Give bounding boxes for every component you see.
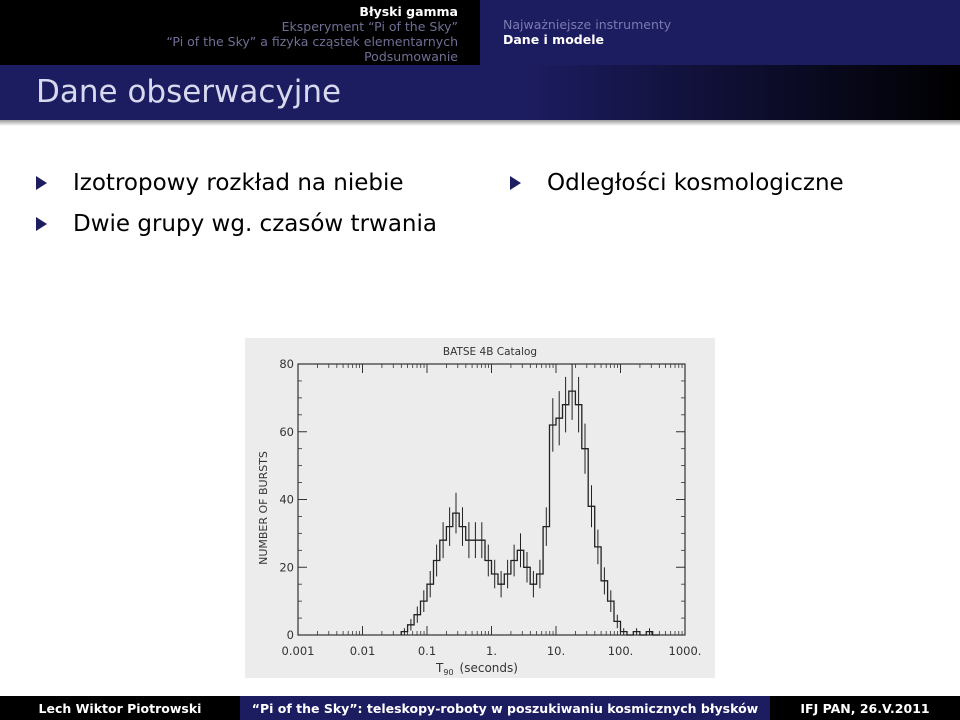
bullet-text: Odległości kosmologiczne — [547, 170, 844, 196]
y-tick-label: 40 — [279, 492, 294, 507]
bullet-text: Dwie grupy wg. czasów trwania — [73, 211, 437, 237]
plot-frame — [298, 364, 685, 635]
triangle-bullet-icon — [510, 176, 521, 190]
chart-title: BATSE 4B Catalog — [442, 346, 538, 358]
nav-section-experiment[interactable]: Eksperyment “Pi of the Sky” — [281, 19, 458, 34]
x-tick-label: 1. — [486, 644, 497, 658]
x-axis-label-subscript: 90 — [443, 668, 454, 677]
triangle-bullet-icon — [36, 176, 47, 190]
frame-title-bar — [0, 65, 960, 120]
x-tick-label: 10. — [546, 644, 566, 658]
nav-section-gamma-bursts[interactable]: Błyski gamma — [359, 4, 458, 19]
x-tick-label: 0.001 — [281, 644, 315, 658]
batse-chart-image — [245, 338, 715, 678]
subsection-list — [480, 0, 960, 65]
nav-section-particle-physics[interactable]: “Pi of the Sky” a fizyka cząstek elementarnych — [166, 34, 458, 49]
plot-layer — [279, 357, 701, 658]
title-shadow — [0, 120, 960, 126]
x-tick-label: 0.1 — [417, 644, 437, 658]
footer-bar — [0, 696, 960, 720]
y-tick-label: 20 — [279, 560, 294, 575]
x-tick-label: 1000. — [668, 644, 702, 658]
y-axis-label: NUMBER OF BURSTS — [257, 451, 270, 565]
y-tick-label: 80 — [279, 357, 294, 371]
frame-title: Dane obserwacyjne — [36, 74, 342, 110]
x-tick-label: 100. — [607, 644, 634, 658]
y-tick-label: 60 — [279, 424, 294, 439]
footer-talk-title: “Pi of the Sky”: teleskopy-roboty w poszukiwaniu kosmicznych błysków — [240, 696, 770, 720]
nav-subsection-data-models[interactable]: Dane i modele — [503, 32, 604, 47]
x-axis-label-main: T — [436, 661, 444, 675]
x-axis-label-unit: (seconds) — [459, 661, 518, 675]
triangle-bullet-icon — [36, 217, 47, 231]
section-navigation — [0, 0, 960, 65]
y-tick-label: 0 — [286, 628, 294, 642]
nav-section-summary[interactable]: Podsumowanie — [364, 49, 458, 64]
x-tick-label: 0.01 — [349, 644, 376, 658]
footer-author: Lech Wiktor Piotrowski — [0, 696, 240, 720]
section-list — [0, 0, 480, 65]
histogram-series — [401, 391, 659, 635]
nav-subsection-instruments[interactable]: Najważniejsze instrumenty — [503, 17, 672, 32]
batse-histogram-chart — [245, 338, 715, 678]
x-axis-label — [435, 661, 518, 677]
bullet-text: Izotropowy rozkład na niebie — [73, 170, 404, 196]
footer-institute-date: IFJ PAN, 26.V.2011 — [770, 696, 960, 720]
